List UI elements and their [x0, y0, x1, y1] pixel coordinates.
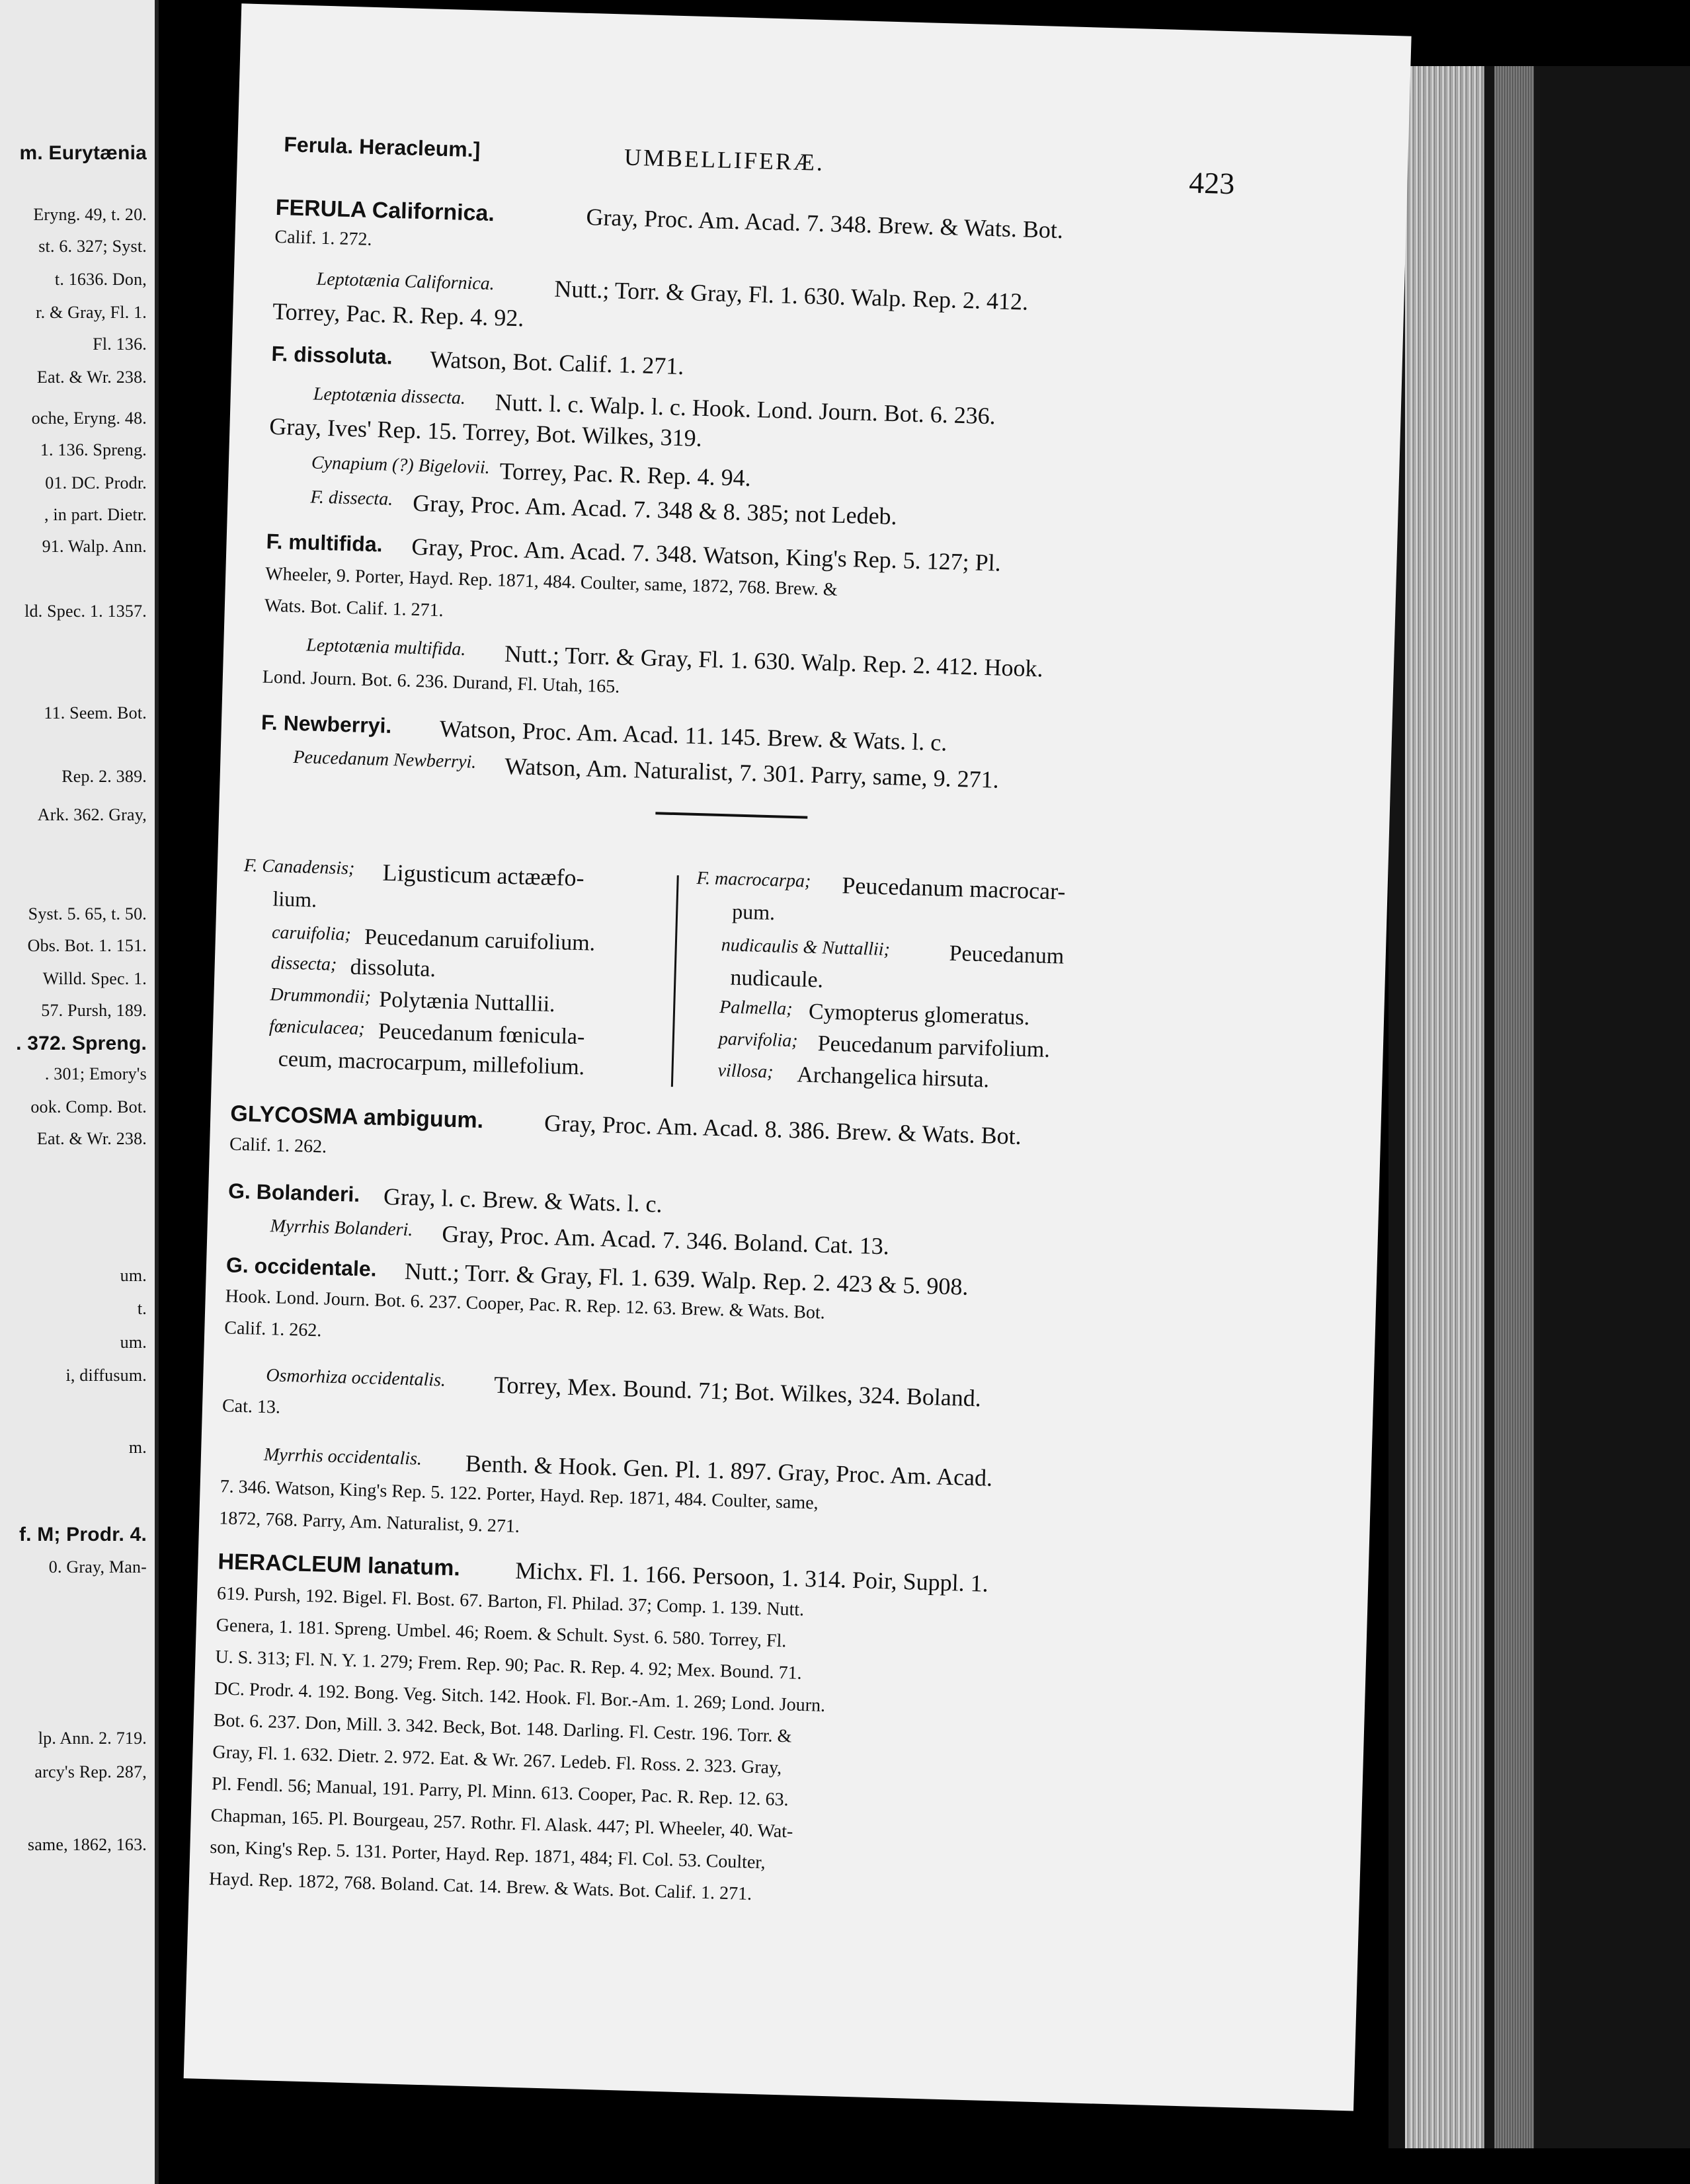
left-fragment: 57. Pursh, 189.: [41, 1001, 147, 1020]
left-fragment: m.: [128, 1438, 147, 1457]
synonym: F. dissecta.: [310, 487, 393, 510]
citation: Hayd. Rep. 1872, 768. Boland. Cat. 14. Brew. & Wats. Bot. Calif. 1. 271.: [208, 1869, 752, 1904]
left-fragment: oche, Eryng. 48.: [31, 409, 147, 428]
citation: Gray, Proc. Am. Acad. 7. 346. Boland. Cat. 13.: [441, 1220, 890, 1260]
citation: Michx. Fl. 1. 166. Persoon, 1. 314. Poir, Suppl. 1.: [514, 1557, 989, 1597]
excluded-name: Palmella;: [719, 997, 793, 1020]
excluded-name: caruifolia;: [271, 922, 352, 945]
excluded-ref: Archangelica hirsuta.: [796, 1062, 990, 1093]
left-fragment: r. & Gray, Fl. 1.: [36, 303, 147, 322]
left-fragment: Ark. 362. Gray,: [37, 805, 147, 824]
section-rule: [655, 812, 807, 818]
citation: Watson, Proc. Am. Acad. 11. 145. Brew. & Wats. l. c.: [439, 715, 947, 756]
citation: Gray, l. c. Brew. & Wats. l. c.: [383, 1183, 663, 1218]
citation: Nutt.; Torr. & Gray, Fl. 1. 639. Walp. Rep. 2. 423 & 5. 908.: [404, 1257, 969, 1300]
left-fragment: , in part. Dietr.: [44, 505, 147, 524]
left-fragment: Eryng. 49, t. 20.: [33, 205, 147, 224]
citation: Nutt.; Torr. & Gray, Fl. 1. 630. Walp. Rep. 2. 412. Hook.: [504, 640, 1044, 682]
synonym: Myrrhis Bolanderi.: [270, 1216, 413, 1241]
citation: Benth. & Hook. Gen. Pl. 1. 897. Gray, Proc. Am. Acad.: [465, 1450, 993, 1491]
species-heading: F. multifida.: [266, 529, 383, 557]
previous-page-edge: [0, 0, 159, 2184]
excluded-ref: Cymopterus glomeratus.: [808, 999, 1030, 1031]
citation: Nutt. l. c. Walp. l. c. Hook. Lond. Journ. Bot. 6. 236.: [495, 389, 996, 430]
citation: Watson, Bot. Calif. 1. 271.: [429, 346, 684, 380]
excluded-ref: pum.: [731, 899, 776, 925]
left-fragment: f. M; Prodr. 4.: [19, 1524, 147, 1545]
citation: 619. Pursh, 192. Bigel. Fl. Bost. 67. Barton, Fl. Philad. 37; Comp. 1. 139. Nutt.: [216, 1583, 805, 1620]
synonym: Leptotænia Californica.: [316, 268, 495, 295]
citation: Bot. 6. 237. Don, Mill. 3. 342. Beck, Bot. 148. Darling. Fl. Cestr. 196. Torr. &: [213, 1710, 792, 1747]
citation: Torrey, Pac. R. Rep. 4. 92.: [272, 297, 524, 332]
left-fragment: 11. Seem. Bot.: [44, 703, 147, 722]
left-fragment: Eat. & Wr. 238.: [36, 1129, 147, 1148]
genus-heading: GLYCOSMA ambiguum.: [229, 1101, 484, 1134]
running-head-left: Ferula. Heracleum.]: [283, 132, 481, 162]
left-fragment: Obs. Bot. 1. 151.: [27, 936, 147, 955]
citation: Nutt.; Torr. & Gray, Fl. 1. 630. Walp. Rep. 2. 412.: [553, 275, 1029, 315]
citation: Pl. Fendl. 56; Manual, 191. Parry, Pl. Minn. 613. Cooper, Pac. R. Rep. 12. 63.: [211, 1774, 789, 1811]
left-fragment: 91. Walp. Ann.: [42, 537, 147, 556]
citation: Cat. 13.: [221, 1395, 281, 1418]
page-stack-shadow: [1494, 66, 1534, 2148]
citation: Lond. Journ. Bot. 6. 236. Durand, Fl. Utah, 165.: [262, 666, 620, 697]
synonym: Cynapium (?) Bigelovii.: [311, 452, 491, 479]
citation: Gray, Ives' Rep. 15. Torrey, Bot. Wilkes, 319.: [268, 412, 703, 451]
species-heading: G. occidentale.: [225, 1253, 378, 1281]
excluded-ref: Peucedanum caruifolium.: [364, 925, 596, 956]
citation: Genera, 1. 181. Spreng. Umbel. 46; Roem. & Schult. Syst. 6. 580. Torrey, Fl.: [216, 1615, 787, 1652]
citation: Gray, Proc. Am. Acad. 7. 348. Watson, King's Rep. 5. 127; Pl.: [411, 533, 1002, 576]
genus-heading: FERULA Californica.: [275, 194, 495, 227]
citation: 7. 346. Watson, King's Rep. 5. 122. Porter, Hayd. Rep. 1871, 484. Coulter, same,: [220, 1476, 819, 1514]
book-edge: [1388, 66, 1690, 2148]
citation: Wats. Bot. Calif. 1. 271.: [264, 595, 444, 621]
citation: Calif. 1. 262.: [229, 1134, 327, 1157]
synonym: Myrrhis occidentalis.: [263, 1444, 422, 1469]
column-divider: [671, 875, 679, 1087]
left-fragment: . 301; Emory's: [44, 1064, 147, 1083]
left-fragment: um.: [120, 1266, 147, 1285]
left-fragment: ld. Spec. 1. 1357.: [24, 602, 147, 621]
page-number: 423: [1188, 165, 1236, 201]
left-fragment: m. Eurytænia: [19, 142, 147, 164]
left-fragment: um.: [120, 1333, 147, 1352]
species-heading: F. dissoluta.: [271, 341, 393, 369]
running-head-center: UMBELLIFERÆ.: [624, 143, 825, 176]
left-fragment: t. 1636. Don,: [54, 270, 147, 289]
excluded-ref: Peucedanum macrocar-: [841, 872, 1066, 905]
excluded-name: fœniculacea;: [268, 1016, 366, 1040]
citation: Gray, Proc. Am. Acad. 7. 348. Brew. & Wats. Bot.: [585, 203, 1064, 244]
excluded-ref: dissoluta.: [350, 955, 436, 982]
citation: Calif. 1. 272.: [274, 226, 372, 250]
left-fragment: Rep. 2. 389.: [61, 767, 147, 786]
excluded-ref: Peucedanum: [949, 941, 1065, 969]
excluded-name: villosa;: [717, 1060, 774, 1083]
left-fragment: . 372. Spreng.: [16, 1033, 147, 1054]
left-fragment: Fl. 136.: [93, 334, 147, 354]
left-fragment: 01. DC. Prodr.: [45, 473, 147, 492]
synonym: Leptotænia dissecta.: [313, 383, 466, 409]
book-page: [184, 3, 1412, 2111]
left-fragment: Syst. 5. 65, t. 50.: [28, 904, 147, 923]
excluded-name: F. macrocarpa;: [696, 868, 811, 892]
citation: son, King's Rep. 5. 131. Porter, Hayd. Rep. 1871, 484; Fl. Col. 53. Coulter,: [210, 1837, 766, 1873]
species-heading: F. Newberryi.: [261, 710, 392, 738]
synonym: Peucedanum Newberryi.: [293, 746, 477, 773]
left-fragment: Eat. & Wr. 238.: [36, 368, 147, 387]
excluded-ref: nudicaule.: [729, 965, 824, 993]
left-fragment: 0. Gray, Man-: [48, 1557, 147, 1577]
excluded-ref: lium.: [272, 886, 317, 912]
synonym: Leptotænia multifida.: [305, 635, 466, 660]
citation: Torrey, Pac. R. Rep. 4. 94.: [499, 457, 752, 492]
citation: Gray, Proc. Am. Acad. 7. 348 & 8. 385; not Ledeb.: [412, 489, 898, 530]
citation: Wheeler, 9. Porter, Hayd. Rep. 1871, 484. Coulter, same, 1872, 768. Brew. &: [264, 563, 838, 600]
left-fragment: t.: [137, 1299, 147, 1318]
left-fragment: same, 1862, 163.: [27, 1835, 147, 1854]
left-fragment: ook. Comp. Bot.: [30, 1097, 147, 1116]
page-stack: [1405, 66, 1484, 2148]
left-fragment: i, diffusum.: [65, 1366, 147, 1385]
genus-heading: HERACLEUM lanatum.: [217, 1549, 461, 1581]
excluded-ref: Ligusticum actææfo-: [382, 859, 585, 892]
citation: Watson, Am. Naturalist, 7. 301. Parry, same, 9. 271.: [504, 752, 1000, 793]
species-heading: G. Bolanderi.: [227, 1179, 360, 1206]
citation: 1872, 768. Parry, Am. Naturalist, 9. 271.: [218, 1508, 520, 1537]
left-fragment: 1. 136. Spreng.: [40, 440, 147, 459]
synonym: Osmorhiza occidentalis.: [265, 1365, 446, 1391]
citation: Torrey, Mex. Bound. 71; Bot. Wilkes, 324. Boland.: [493, 1371, 982, 1412]
citation: Gray, Fl. 1. 632. Dietr. 2. 972. Eat. & Wr. 267. Ledeb. Fl. Ross. 2. 323. Gray,: [212, 1742, 782, 1779]
excluded-name: parvifolia;: [718, 1029, 799, 1052]
excluded-ref: Peucedanum parvifolium.: [817, 1031, 1051, 1063]
citation: U. S. 313; Fl. N. Y. 1. 279; Frem. Rep. 90; Pac. R. Rep. 4. 92; Mex. Bound. 71.: [215, 1647, 803, 1684]
citation: Hook. Lond. Journ. Bot. 6. 237. Cooper, Pac. R. Rep. 12. 63. Brew. & Wats. Bot.: [225, 1286, 826, 1323]
citation: DC. Prodr. 4. 192. Bong. Veg. Sitch. 142. Hook. Fl. Bor.-Am. 1. 269; Lond. Journ.: [214, 1678, 826, 1716]
excluded-name: F. Canadensis;: [243, 855, 355, 879]
excluded-name: nudicaulis & Nuttallii;: [721, 935, 891, 960]
excluded-ref: ceum, macrocarpum, millefolium.: [278, 1046, 585, 1080]
left-fragment: lp. Ann. 2. 719.: [38, 1729, 147, 1748]
excluded-name: Drummondii;: [270, 984, 372, 1008]
left-fragment: Willd. Spec. 1.: [42, 969, 147, 988]
excluded-ref: Peucedanum fœnicula-: [378, 1019, 585, 1050]
left-fragment: arcy's Rep. 287,: [34, 1762, 147, 1781]
citation: Calif. 1. 262.: [223, 1317, 322, 1341]
citation: Chapman, 165. Pl. Bourgeau, 257. Rothr. Fl. Alask. 447; Pl. Wheeler, 40. Wat-: [210, 1805, 793, 1842]
excluded-ref: Polytænia Nuttallii.: [378, 987, 556, 1017]
left-fragment: st. 6. 327; Syst.: [38, 237, 147, 256]
excluded-name: dissecta;: [270, 953, 337, 975]
citation: Gray, Proc. Am. Acad. 8. 386. Brew. & Wats. Bot.: [543, 1109, 1022, 1150]
